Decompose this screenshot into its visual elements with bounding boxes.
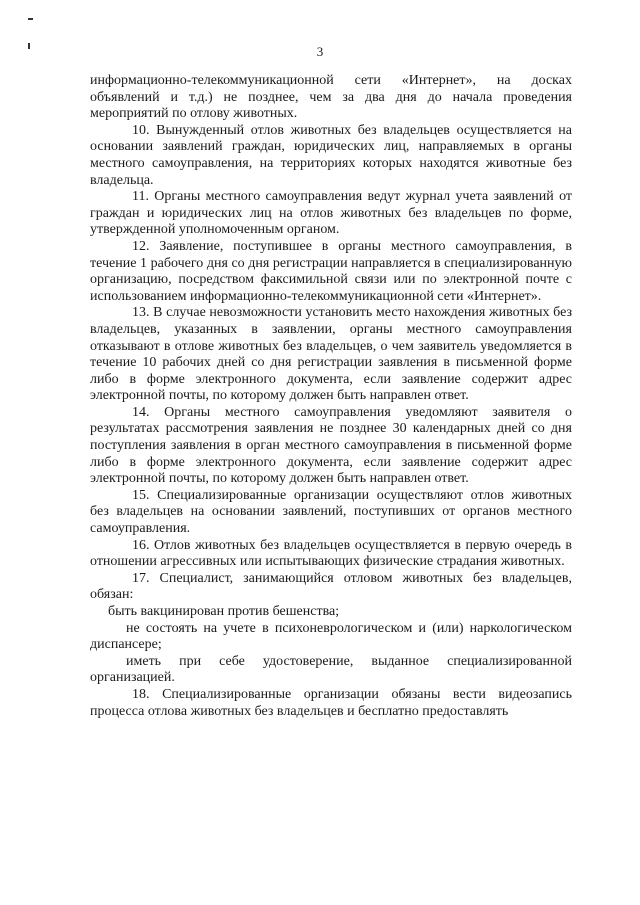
- paragraph-10: 10. Вынужденный отлов животных без владельцев осуществляется на основании заявлений граждан, юридических лиц, направляемых в органы местного самоуправления, на территориях которых находятся животные без владельца.: [90, 122, 572, 188]
- document-body: [90, 73, 572, 720]
- list-item: быть вакцинирован против бешенства;: [108, 604, 340, 619]
- paragraph-17: 17. Специалист, занимающийся отловом животных без владельцев, обязан:: [90, 570, 572, 603]
- page-number: 3: [316, 44, 324, 59]
- paragraph-16: 16. Отлов животных без владельцев осуществляется в первую очередь в отношении агрессивных или испытывающих физические страдания животных.: [90, 537, 572, 570]
- scan-mark: [28, 18, 33, 20]
- paragraph-15: 15. Специализированные организации осуществляют отлов животных без владельцев на основании заявлений, поступивших от органов местного самоуправления.: [90, 487, 572, 537]
- list-item: иметь при себе удостоверение, выданное специализированной организацией.: [90, 653, 572, 686]
- paragraph-continuation: информационно-телекоммуникационной сети «Интернет», на досках объявлений и т.д.) не позднее, чем за два дня до начала проведения мероприятий по отлову животных.: [90, 73, 572, 122]
- paragraph-14: 14. Органы местного самоуправления уведомляют заявителя о результатах рассмотрения заявления не позднее 30 календарных дней со дня поступления заявления в орган местного самоуправления в письменной форме либо в форме электронного документа, если заявление содержит адрес электронной почты, по которому должен быть направлен ответ.: [90, 404, 572, 487]
- paragraph-18: 18. Специализированные организации обязаны вести видеозапись процесса отлова животных без владельцев и бесплатно предоставлять: [90, 686, 572, 719]
- paragraph-13: 13. В случае невозможности установить место нахождения животных без владельцев, указанных в заявлении, органы местного самоуправления отказывают в отлове животных без владельцев, о чем заявитель уведомляется в течение 10 рабочих дней со дня регистрации заявления в письменной форме либо в форме электронного документа, если заявление содержит адрес электронной почты, по которому должен быть направлен ответ.: [90, 305, 572, 404]
- list-item: не состоять на учете в психоневрологическом и (или) наркологическом диспансере;: [90, 620, 572, 653]
- paragraph-11: 11. Органы местного самоуправления ведут журнал учета заявлений от граждан и юридических лиц на отлов животных без владельцев по форме, утвержденной уполномоченным органом.: [90, 189, 572, 238]
- paragraph-12: 12. Заявление, поступившее в органы местного самоуправления, в течение 1 рабочего дня со дня регистрации направляется в специализированную организацию, посредством факсимильной связи или по электронной почте с использованием информационно-телекоммуникационной сети «Интернет».: [90, 238, 572, 304]
